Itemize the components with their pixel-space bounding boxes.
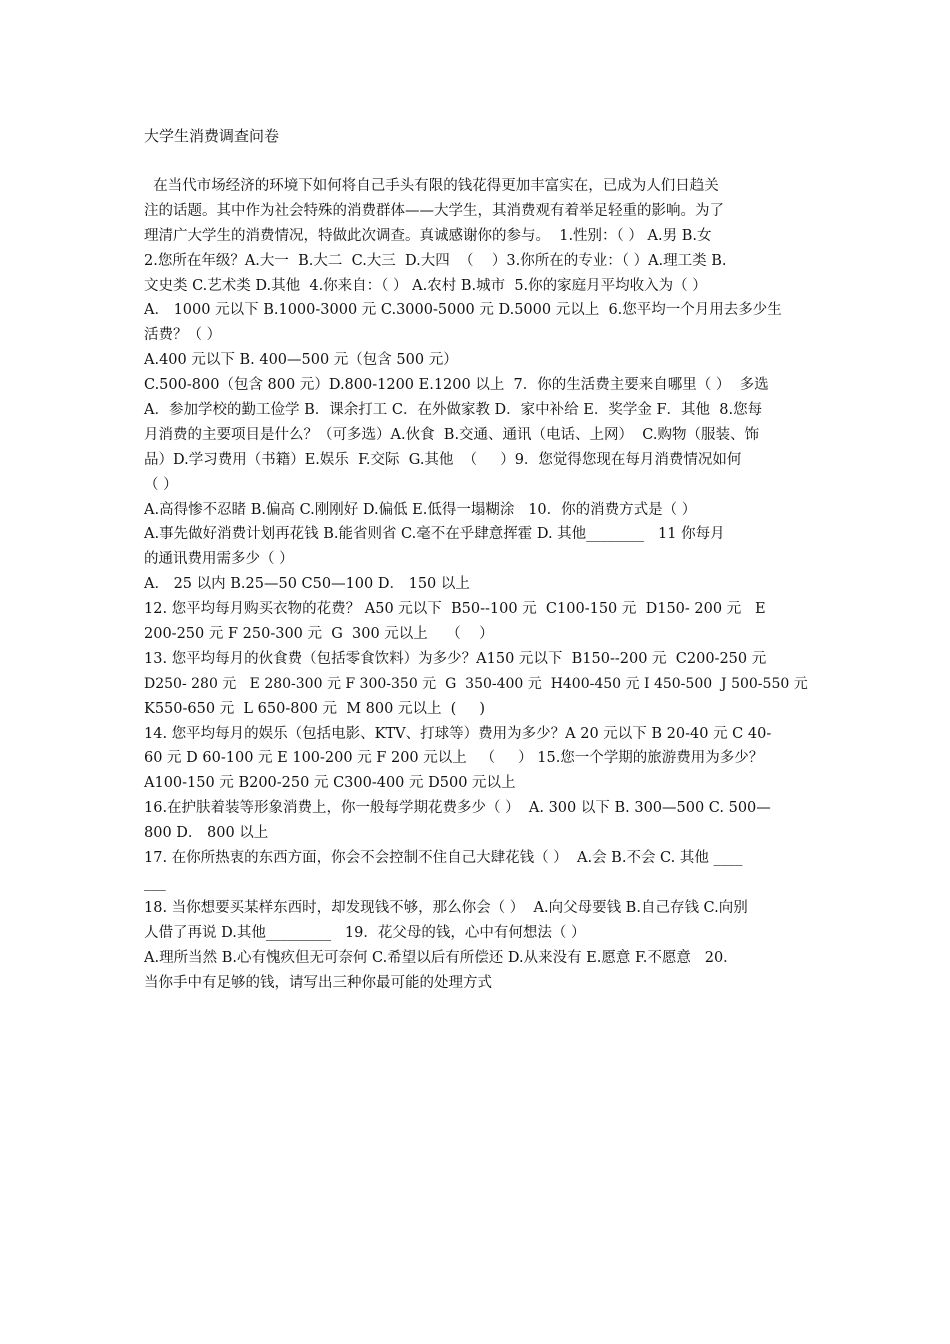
text-line: D250- 280 元 E 280-300 元 F 300-350 元 G 350-400 元 H400-450 元 I 450-500 J 500-550 元: [144, 675, 808, 692]
text-line: 2.您所在年级？A.大一 B.大二 C.大三 D.大四 （ ）3.你所在的专业：（ ）A.理工类 B.: [144, 252, 727, 269]
text-line: 200-250 元 F 250-300 元 G 300 元以上 （ ）: [144, 626, 494, 643]
text-line: 17. 在你所热衷的东西方面，你会不会控制不住自己大肆花钱（ ） A.会 B.不会 C. 其他 ____: [144, 850, 743, 867]
text-line: A． 1000 元以下 B.1000-3000 元 C.3000-5000 元 D.5000 元以上 6.您平均一个月用去多少生: [144, 302, 782, 319]
text-line: 文史类 C.艺术类 D.其他 4.你来自：（ ） A.农村 B.城市 5.你的家庭月平均收入为（ ）: [144, 277, 707, 294]
text-line: 理清广大学生的消费情况，特做此次调查。真诚感谢你的参与。 1.性别：（ ） A.男 B.女: [144, 227, 712, 244]
text-line: C.500-800（包含 800 元）D.800-1200 E.1200 以上 7．你的生活费主要来自哪里（ ） 多选: [144, 377, 769, 394]
text-line: 60 元 D 60-100 元 E 100-200 元 F 200 元以上 （ ） 15.您一个学期的旅游费用为多少？: [144, 750, 764, 767]
text-line: 注的话题。其中作为社会特殊的消费群体——大学生，其消费观有着举足轻重的影响。为了: [144, 202, 724, 219]
text-line: A.理所当然 B.心有愧疚但无可奈何 C.希望以后有所偿还 D.从来没有 E.愿意 F.不愿意 20．: [144, 949, 738, 966]
text-line: A.事先做好消费计划再花钱 B.能省则省 C.毫不在乎肆意挥霍 D. 其他________ 11 你每月: [144, 526, 725, 543]
text-line: ___: [144, 874, 166, 891]
text-line: A． 25 以内 B.25—50 C50—100 D． 150 以上: [144, 576, 470, 593]
text-line: A．参加学校的勤工俭学 B．课余打工 C．在外做家教 D．家中补给 E．奖学金 F．其他 8.您每: [144, 402, 763, 419]
document-title: 大学生消费调查问卷: [144, 127, 280, 145]
text-line: 在当代市场经济的环境下如何将自己手头有限的钱花得更加丰富实在，已成为人们日趋关: [144, 178, 719, 194]
document-body: [144, 174, 808, 995]
text-line: 当你手中有足够的钱，请写出三种你最可能的处理方式: [144, 974, 492, 991]
text-line: （ ）: [144, 476, 178, 493]
text-line: 月消费的主要项目是什么？（可多选）A.伙食 B.交通、通讯（电话、上网） C.购物（服装、饰: [144, 426, 759, 443]
text-line: A.高得惨不忍睹 B.偏高 C.刚刚好 D.偏低 E.低得一塌糊涂 10．你的消费方式是（ ）: [144, 501, 697, 518]
text-line: 16.在护肤着装等形象消费上，你一般每学期花费多少（ ） A. 300 以下 B. 300—500 C. 500—: [144, 800, 771, 817]
text-line: A.400 元以下 B. 400—500 元（包含 500 元）: [144, 352, 458, 369]
text-line: 800 D． 800 以上: [144, 825, 269, 842]
text-line: 14. 您平均每月的娱乐（包括电影、KTV、打球等）费用为多少？A 20 元以下 B 20-40 元 C 40-: [144, 725, 772, 742]
text-line: 18. 当你想要买某样东西时，却发现钱不够，那么你会（ ） A.向父母要钱 B.自己存钱 C.向别: [144, 899, 748, 916]
text-line: 13. 您平均每月的伙食费（包括零食饮料）为多少？A150 元以下 B150--200 元 C200-250 元: [144, 650, 767, 667]
text-line: 人借了再说 D.其他_________ 19．花父母的钱，心中有何想法（ ）: [144, 924, 586, 941]
text-line: 品）D.学习费用（书籍）E.娱乐 F.交际 G.其他 （ ）9．您觉得您现在每月消费情况如何: [144, 451, 742, 468]
document-page: [144, 124, 808, 995]
text-line: 的通讯费用需多少（ ）: [144, 551, 294, 568]
text-line: 活费？（ ）: [144, 327, 222, 344]
text-line: A100-150 元 B200-250 元 C300-400 元 D500 元以上: [144, 775, 516, 792]
text-line: 12. 您平均每月购买衣物的花费？ A50 元以下 B50--100 元 C100-150 元 D150- 200 元 E: [144, 601, 766, 618]
text-line: K550-650 元 L 650-800 元 M 800 元以上 ( ): [144, 700, 486, 717]
